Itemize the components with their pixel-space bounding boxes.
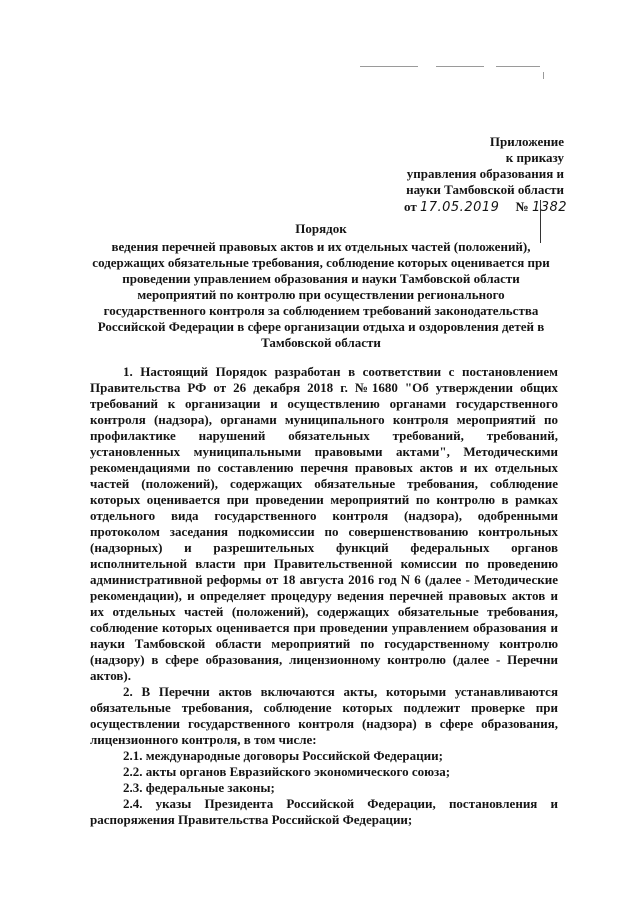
list-item: 2.1. международные договоры Российской Федерации; (123, 748, 443, 763)
appendix-date-number-row (404, 199, 568, 216)
number-prefix: № (515, 199, 529, 214)
paragraph: 2. В Перечни актов включаются акты, которыми устанавливаются обязательные требования, соблюдение которых подлежит проверке при осуществлении государственного контроля (надзора) в сфере образования, лицензионного контроля, в том числе: (90, 684, 558, 747)
handwritten-date: 17.05.2019 (419, 200, 500, 215)
appendix-line: Приложение (489, 134, 564, 149)
date-prefix: от (404, 199, 417, 214)
scan-artifact-tick (543, 72, 544, 79)
document-body (90, 364, 558, 828)
appendix-line: науки Тамбовской области (406, 182, 564, 197)
appendix-line: к приказу (505, 150, 564, 165)
list-item: 2.3. федеральные законы; (123, 780, 275, 795)
appendix-block (404, 134, 568, 216)
list-item: 2.4. указы Президента Российской Федерации, постановления и распоряжения Правительства Российской Федерации; (90, 796, 558, 827)
paragraph: 1. Настоящий Порядок разработан в соответствии с постановлением Правительства РФ от 26 декабря 2018 г. №1680 "Об утверждении общих требований к организации и осуществлению органами государственного контроля (надзора), органами муниципального контроля мероприятий по профилактике нарушений обязательных требований, требований, установленных муниципальными правовыми актами", Методическими рекомендациями по составлению перечня правовых актов и их отдельных частей (положений), содержащих обязательные требования, соблюдение которых оценивается при проведении мероприятий по контролю в рамках отдельного вида государственного контроля (надзора), одобренными протоколом заседания подкомиссии по совершенствованию контрольных (надзорных) и разрешительных функций федеральных органов исполнительной власти при Правительственной комиссии по проведению административной реформы от 18 августа 2016 год N 6 (далее - Методические рекомендации), и определяет процедуру ведения перечней правовых актов и их отдельных частей (положений), содержащих обязательные требования, соблюдение которых оценивается при проведении управлением образования и науки Тамбовской области мероприятий по государственному контролю (надзору) в сфере образования, лицензионному контролю (далее - Перечни актов). (90, 364, 558, 683)
scan-artifact-line (496, 66, 540, 67)
document-heading (92, 221, 550, 351)
list-item: 2.2. акты органов Евразийского экономического союза; (123, 764, 451, 779)
scan-artifact-line (360, 66, 418, 67)
handwritten-number: 1382 (531, 200, 568, 215)
document-subtitle: ведения перечней правовых актов и их отдельных частей (положений), содержащих обязательные требования, соблюдение которых оценивается при проведении управлением образования и науки Тамбовской области мероприятий по контролю при осуществлении регионального государственного контроля за соблюдением требований законодательства Российской Федерации в сфере организации отдыха и оздоровления детей в Тамбовской области (92, 239, 550, 350)
appendix-line: управления образования и (406, 166, 564, 181)
scan-artifact-line (436, 66, 484, 67)
document-title: Порядок (295, 221, 347, 236)
